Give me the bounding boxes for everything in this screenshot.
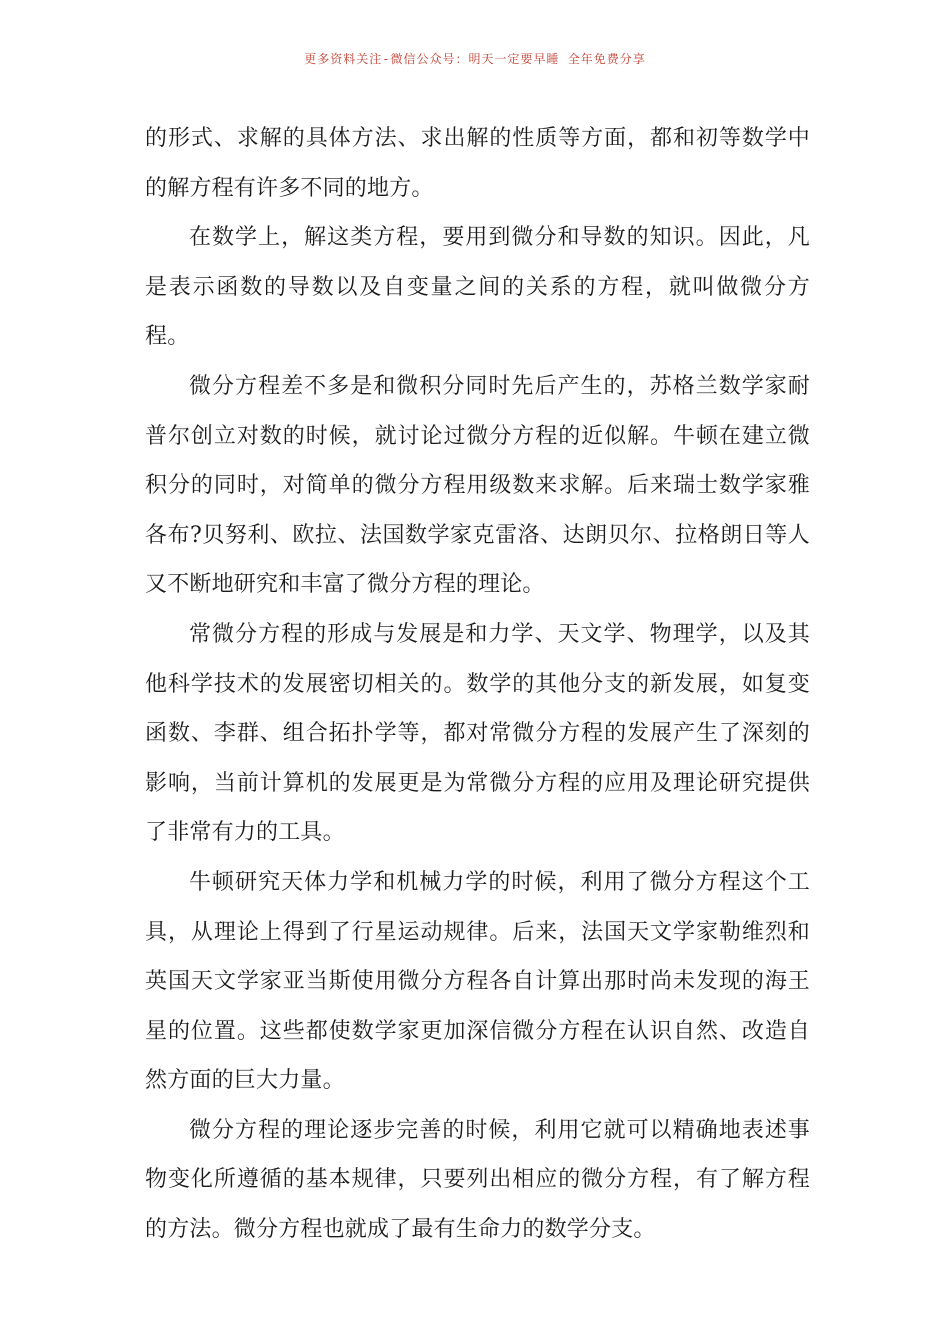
document-body: [145, 114, 810, 1255]
paragraph-5: 牛顿研究天体力学和机械力学的时候，利用了微分方程这个工具，从理论上得到了行星运动规律。后来，法国天文学家勒维烈和英国天文学家亚当斯使用微分方程各自计算出那时尚未发现的海王星的位置。这些都使数学家更加深信微分方程在认识自然、改造自然方面的巨大力量。: [145, 869, 810, 1094]
paragraph-6: 微分方程的理论逐步完善的时候，利用它就可以精确地表述事物变化所遵循的基本规律，只要列出相应的微分方程，有了解方程的方法。微分方程也就成了最有生命力的数学分支。: [145, 1117, 810, 1243]
paragraph-1: 的形式、求解的具体方法、求出解的性质等方面，都和初等数学中的解方程有许多不同的地方。: [145, 126, 810, 201]
paragraph-2: 在数学上，解这类方程，要用到微分和导数的知识。因此，凡是表示函数的导数以及自变量之间的关系的方程，就叫做微分方程。: [145, 225, 810, 350]
paragraph-4: 常微分方程的形成与发展是和力学、天文学、物理学，以及其他科学技术的发展密切相关的。数学的其他分支的新发展，如复变函数、李群、组合拓扑学等，都对常微分方程的发展产生了深刻的影响，当前计算机的发展更是为常微分方程的应用及理论研究提供了非常有力的工具。: [145, 621, 810, 846]
page-header: 更多资料关注-微信公众号：明天一定要早睡 全年免费分享: [304, 52, 646, 66]
paragraph-3: 微分方程差不多是和微积分同时先后产生的，苏格兰数学家耐普尔创立对数的时候，就讨论过微分方程的近似解。牛顿在建立微积分的同时，对简单的微分方程用级数来求解。后来瑞士数学家雅各布?贝努利、欧拉、法国数学家克雷洛、达朗贝尔、拉格朗日等人又不断地研究和丰富了微分方程的理论。: [145, 373, 810, 598]
